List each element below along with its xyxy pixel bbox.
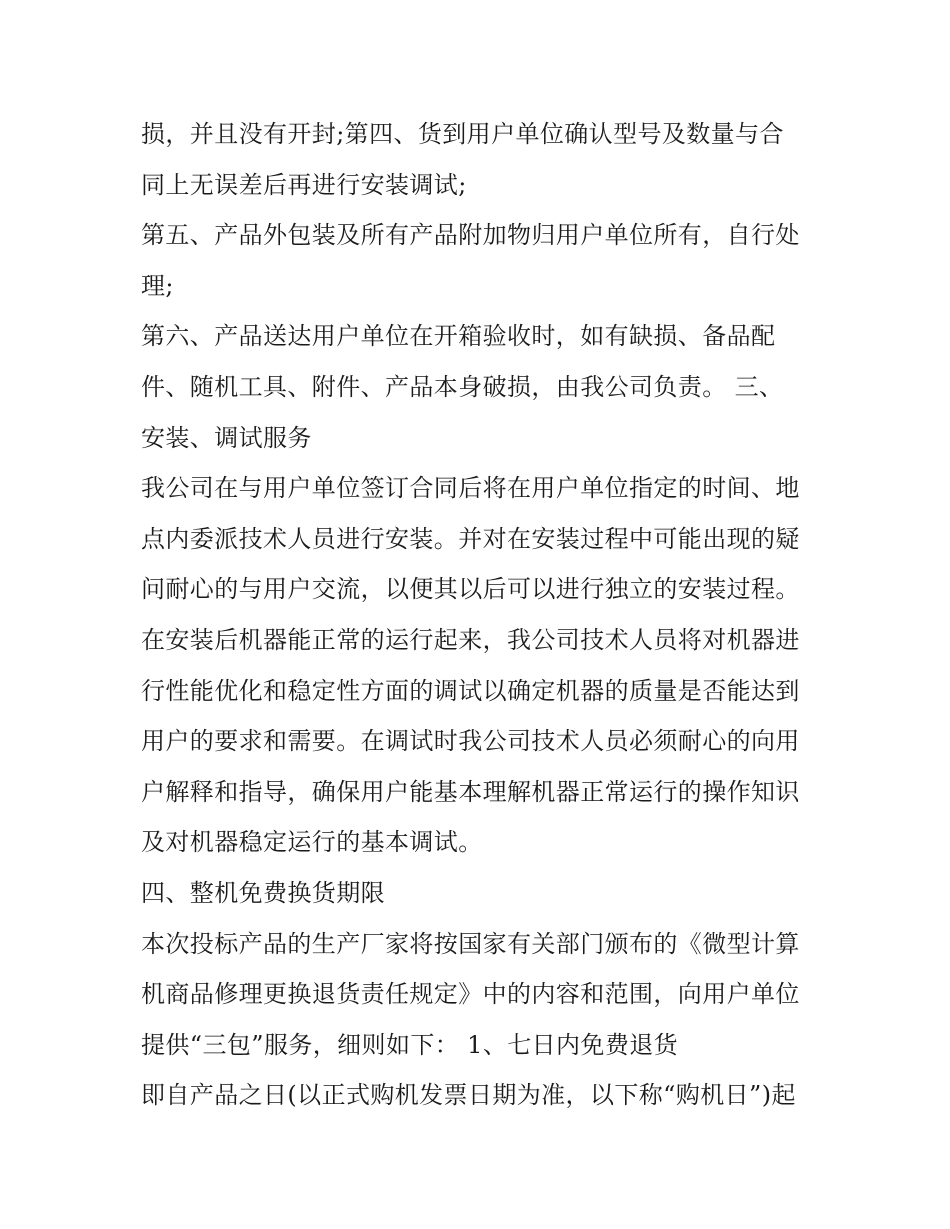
text-line: 理; [141,271,174,300]
text-line: 提供“三包”服务，细则如下： 1、七日内免费退货 [141,1030,679,1059]
text-line: 同上无误差后再进行安装调试; [141,170,467,199]
text-line: 机商品修理更换退货责任规定》中的内容和范围，向用户单位 [141,980,800,1009]
text-line: 在安装后机器能正常的运行起来，我公司技术人员将对机器进 [141,625,800,654]
section-heading: 四、整机免费换货期限 [141,878,385,907]
section-heading: 安装、调试服务 [141,423,312,452]
text-line: 件、随机工具、附件、产品本身破损，由我公司负责。 三、 [141,372,784,401]
text-line: 用户的要求和需要。在调试时我公司技术人员必须耐心的向用 [141,727,800,756]
text-line: 及对机器稳定运行的基本调试。 [141,828,483,857]
text-line: 即自产品之日(以正式购机发票日期为准，以下称“购机日”)起 [141,1081,796,1110]
text-line: 本次投标产品的生产厂家将按国家有关部门颁布的《微型计算 [141,929,800,958]
text-line: 第六、产品送达用户单位在开箱验收时，如有缺损、备品配 [141,322,776,351]
text-line: 我公司在与用户单位签订合同后将在用户单位指定的时间、地 [141,474,800,503]
text-line: 问耐心的与用户交流，以便其以后可以进行独立的安装过程。 [141,575,800,604]
document-page [141,109,816,1121]
text-line: 点内委派技术人员进行安装。并对在安装过程中可能出现的疑 [141,524,800,553]
text-line: 行性能优化和稳定性方面的调试以确定机器的质量是否能达到 [141,676,800,705]
text-line: 损，并且没有开封;第四、货到用户单位确认型号及数量与合 [141,120,784,148]
text-line: 第五、产品外包装及所有产品附加物归用户单位所有，自行处 [141,221,800,250]
text-line: 户解释和指导，确保用户能基本理解机器正常运行的操作知识 [141,777,800,806]
